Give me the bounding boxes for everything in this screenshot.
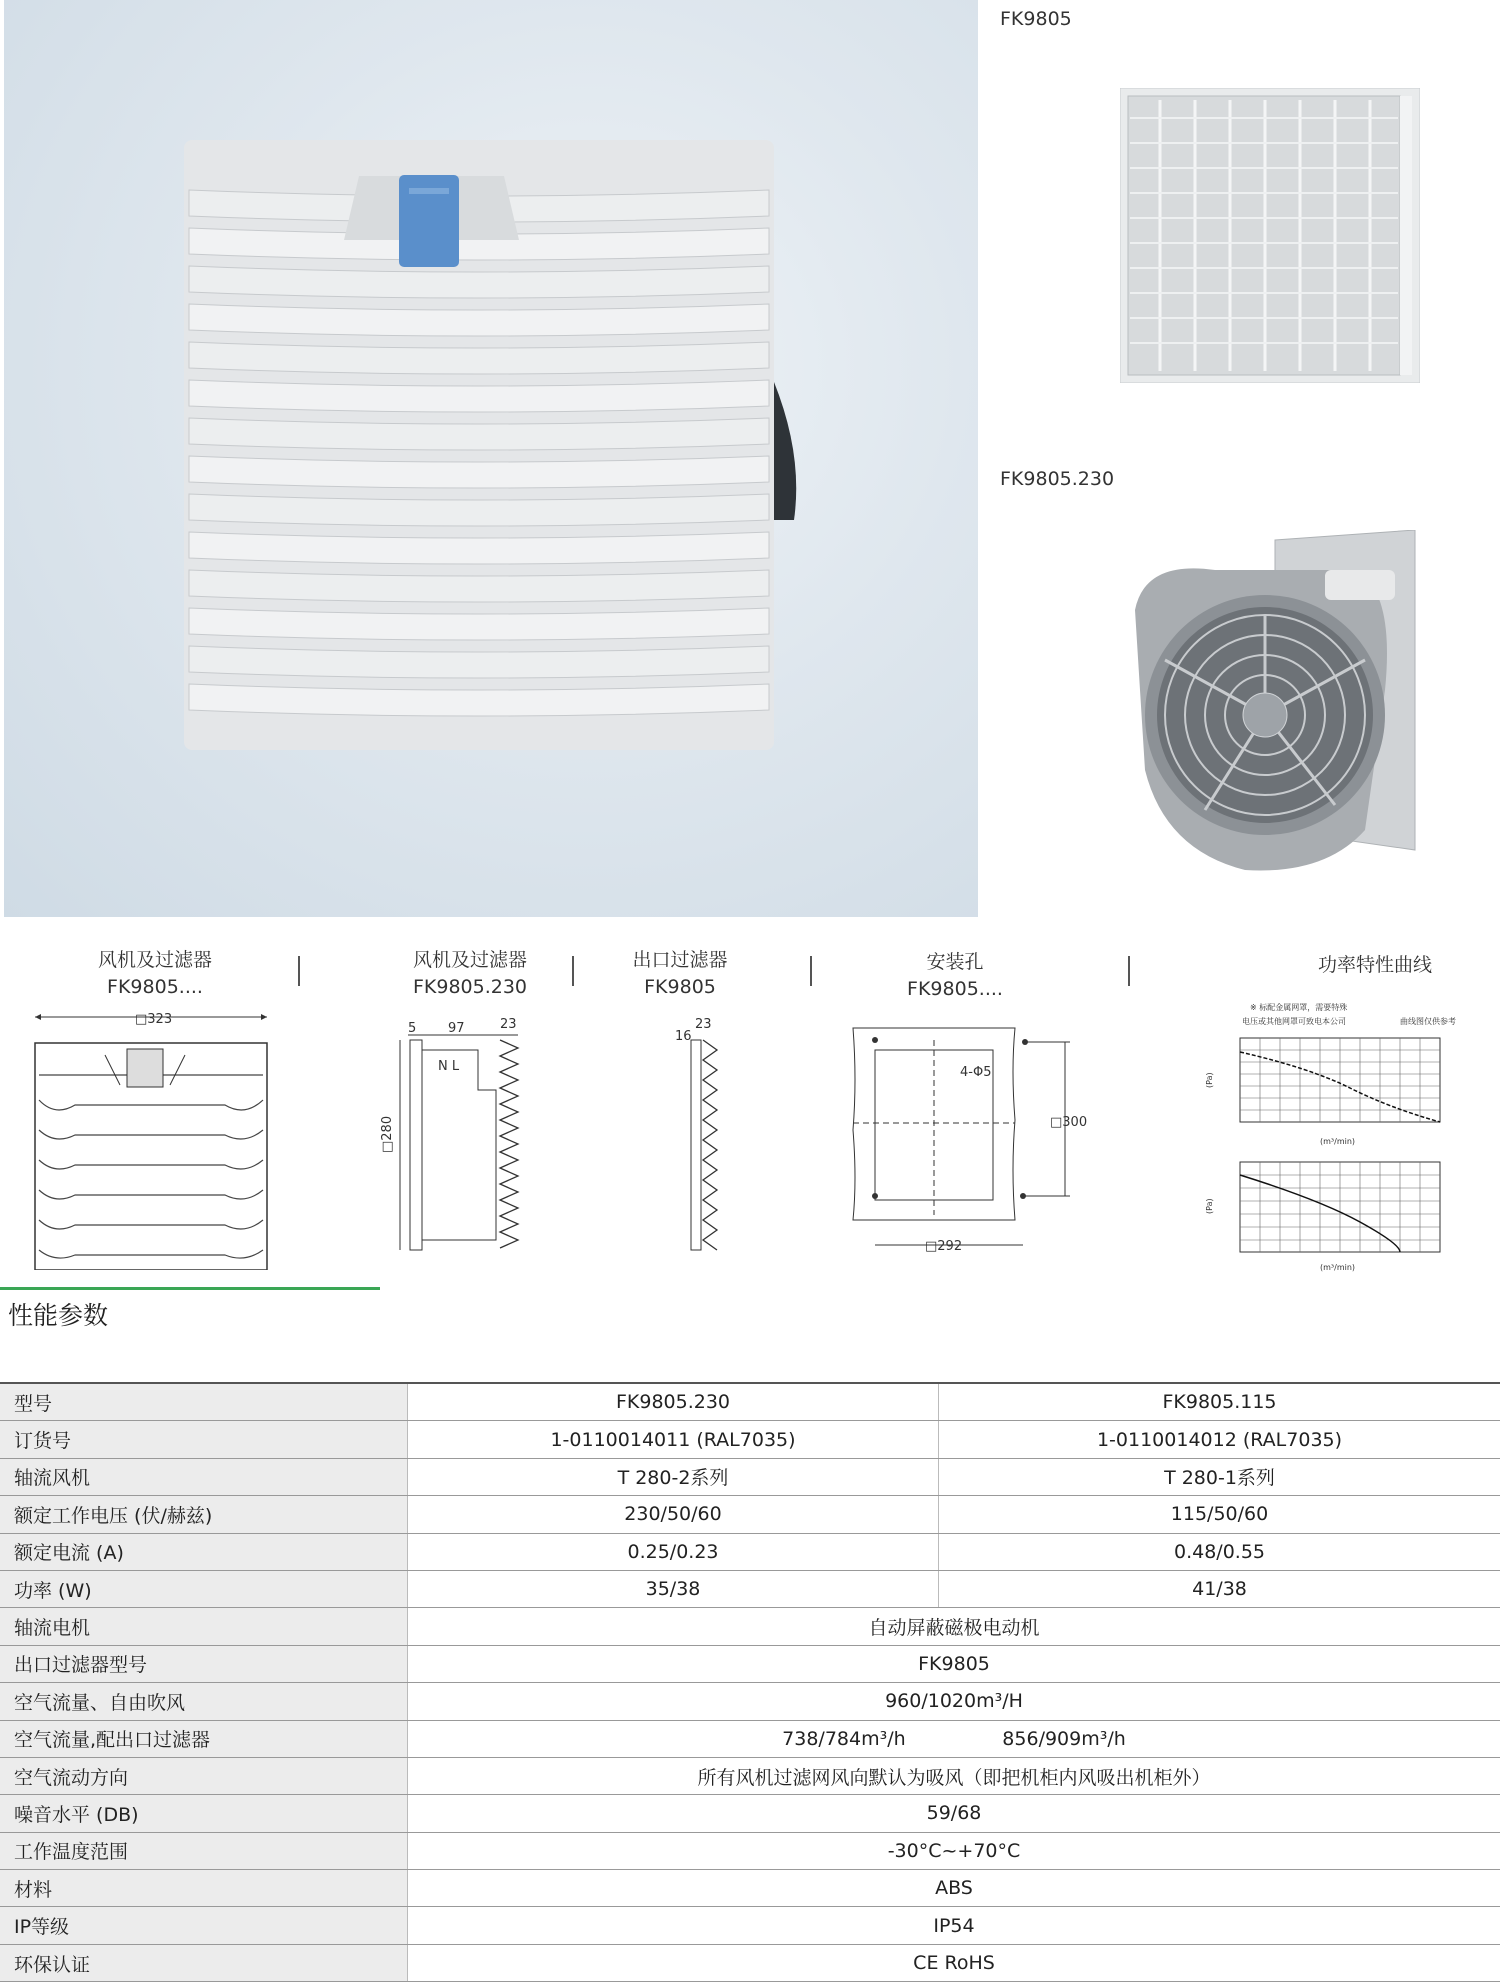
table-row — [0, 1458, 1500, 1495]
drawing-side-filter — [655, 1010, 735, 1265]
table-cell: 230/50/60 — [408, 1496, 939, 1533]
table-cell: IP54 — [408, 1907, 1500, 1944]
dim-width: □323 — [135, 1012, 173, 1027]
table-key: 型号 — [0, 1383, 408, 1421]
table-key: 噪音水平 (DB) — [0, 1795, 408, 1832]
table-cell: 35/38 — [408, 1570, 939, 1607]
section-accent-line — [0, 1287, 380, 1290]
table-key: 空气流量,配出口过滤器 — [0, 1720, 408, 1757]
table-cell: 所有风机过滤网风向默认为吸风（即把机柜内风吸出机柜外） — [408, 1757, 1500, 1794]
table-key: 出口过滤器型号 — [0, 1645, 408, 1682]
table-row — [0, 1533, 1500, 1570]
fan-filter-illustration — [4, 0, 978, 917]
svg-text:4-Φ5: 4-Φ5 — [960, 1065, 992, 1080]
table-key: 额定工作电压 (伏/赫兹) — [0, 1496, 408, 1533]
main-product-photo — [4, 0, 978, 917]
svg-text:曲线图仅供参考: 曲线图仅供参考 — [1400, 1017, 1456, 1026]
table-key: 材料 — [0, 1870, 408, 1907]
svg-text:97: 97 — [448, 1021, 465, 1036]
svg-text:电压或其他网罩可致电本公司: 电压或其他网罩可致电本公司 — [1242, 1017, 1346, 1026]
table-cell: CE RoHS — [408, 1944, 1500, 1981]
drawing-title-4: 安装孔 FK9805.... — [907, 951, 1003, 1000]
svg-text:23: 23 — [500, 1017, 517, 1032]
table-row — [0, 1870, 1500, 1907]
curve-chart-bottom — [1205, 1162, 1440, 1272]
table-row — [0, 1645, 1500, 1682]
product-label-mid: FK9805.230 — [1000, 468, 1115, 490]
divider — [572, 956, 574, 986]
table-cell: 0.25/0.23 — [408, 1533, 939, 1570]
table-row — [0, 1608, 1500, 1645]
table-cell: 738/784m³/h 856/909m³/h — [408, 1720, 1500, 1757]
drawing-title-2: 风机及过滤器 FK9805.230 — [412, 949, 528, 998]
svg-text:□280: □280 — [380, 1115, 395, 1153]
svg-text:□292: □292 — [925, 1239, 963, 1254]
svg-text:23: 23 — [695, 1017, 712, 1032]
table-key: 工作温度范围 — [0, 1832, 408, 1869]
table-key: IP等级 — [0, 1907, 408, 1944]
table-cell: 自动屏蔽磁极电动机 — [408, 1608, 1500, 1645]
drawing-title-5: 功率特性曲线 — [1317, 954, 1432, 976]
table-row — [0, 1421, 1500, 1458]
table-cell: 41/38 — [939, 1570, 1500, 1607]
table-row — [0, 1383, 1500, 1421]
table-key: 空气流动方向 — [0, 1757, 408, 1794]
svg-text:□300: □300 — [1050, 1115, 1088, 1130]
table-cell: 115/50/60 — [939, 1496, 1500, 1533]
table-cell: 0.48/0.55 — [939, 1533, 1500, 1570]
svg-text:16: 16 — [675, 1029, 692, 1044]
table-row — [0, 1757, 1500, 1794]
spec-table — [0, 1382, 1500, 1982]
svg-text:(m³/min): (m³/min) — [1320, 1137, 1356, 1146]
divider — [810, 956, 812, 986]
drawing-side-fan — [378, 1010, 538, 1260]
table-key: 额定电流 (A) — [0, 1533, 408, 1570]
table-row — [0, 1496, 1500, 1533]
table-cell: FK9805.230 — [408, 1383, 939, 1421]
section-title: 性能参数 — [8, 1301, 109, 1330]
drawing-front-view — [25, 1005, 275, 1270]
svg-text:(Pa): (Pa) — [1205, 1198, 1214, 1214]
table-row — [0, 1720, 1500, 1757]
table-key: 轴流风机 — [0, 1458, 408, 1495]
divider — [298, 956, 300, 986]
table-key: 功率 (W) — [0, 1570, 408, 1607]
svg-text:(m³/min): (m³/min) — [1320, 1263, 1356, 1272]
table-row — [0, 1683, 1500, 1720]
table-row — [0, 1570, 1500, 1607]
table-cell: 59/68 — [408, 1795, 1500, 1832]
fan-unit-photo — [1125, 530, 1421, 875]
drawing-mounting-holes — [845, 1020, 1095, 1260]
svg-text:※ 标配金属网罩，需要特殊: ※ 标配金属网罩，需要特殊 — [1250, 1003, 1348, 1012]
table-row — [0, 1795, 1500, 1832]
divider — [1128, 956, 1130, 986]
svg-text:N L: N L — [438, 1059, 460, 1074]
performance-curves — [1200, 1000, 1480, 1275]
svg-text:5: 5 — [408, 1021, 417, 1036]
table-key: 环保认证 — [0, 1944, 408, 1981]
filter-grille-photo — [1120, 88, 1420, 383]
product-label-top: FK9805 — [1000, 8, 1072, 30]
curve-chart-top — [1205, 1038, 1440, 1146]
table-row — [0, 1907, 1500, 1944]
svg-text:(Pa): (Pa) — [1205, 1072, 1214, 1088]
table-cell: T 280-1系列 — [939, 1458, 1500, 1495]
table-cell: T 280-2系列 — [408, 1458, 939, 1495]
table-cell: -30°C~+70°C — [408, 1832, 1500, 1869]
table-row — [0, 1944, 1500, 1981]
table-cell: ABS — [408, 1870, 1500, 1907]
table-cell: 1-0110014012 (RAL7035) — [939, 1421, 1500, 1458]
drawing-title-1: 风机及过滤器 FK9805.... — [97, 949, 212, 998]
table-key: 轴流电机 — [0, 1608, 408, 1645]
table-cell: 960/1020m³/H — [408, 1683, 1500, 1720]
table-row — [0, 1832, 1500, 1869]
table-cell: FK9805 — [408, 1645, 1500, 1682]
table-key: 空气流量、自由吹风 — [0, 1683, 408, 1720]
drawing-title-3: 出口过滤器 FK9805 — [632, 949, 728, 998]
table-cell: 1-0110014011 (RAL7035) — [408, 1421, 939, 1458]
table-cell: FK9805.115 — [939, 1383, 1500, 1421]
table-key: 订货号 — [0, 1421, 408, 1458]
